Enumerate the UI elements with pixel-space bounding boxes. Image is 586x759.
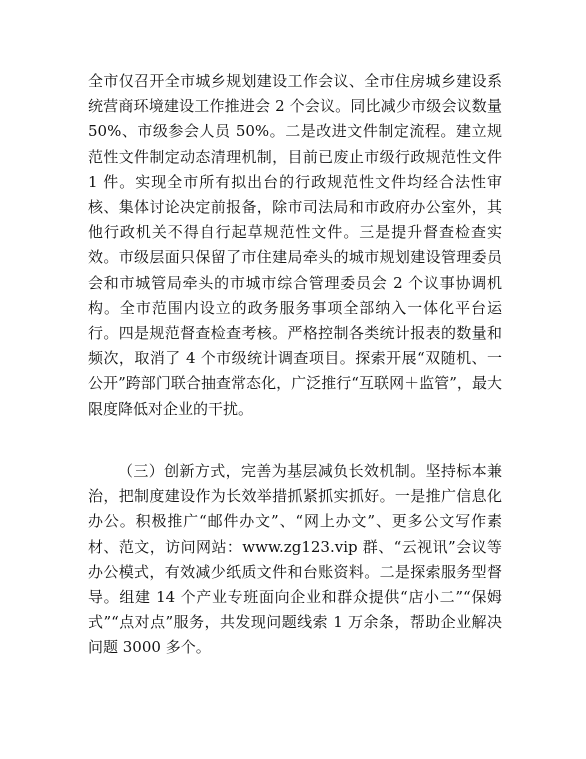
body-paragraph-1: 全市仅召开全市城乡规划建设工作会议、全市住房城乡建设系统营商环境建设工作推进会 2 个会议。同比减少市级会议数量 50%、市级参会人员 50%。二是改进文件制定流程。建立规范性文件制定动态清理机制，目前已废止市级行政规范性文件 1 件。实现全市所有拟出台的行政规范性文件均经合法性审核、集体讨论决定前报备，除市司法局和市政府办公室外，其他行政机关不得自行起草规范性文件。三是提升督查检查实效。市级层面只保留了市住建局牵头的城市规划建设管理委员会和市城管局牵头的市城市综合管理委员会 2 个议事协调机构。全市范围内设立的政务服务事项全部纳入一体化平台运行。四是规范督查检查考核。严格控制各类统计报表的数量和频次，取消了 4 个市级统计调查项目。探索开展“双随机、一公开”跨部门联合抽查常态化，广泛推行“互联网＋监管”，最大限度降低对企业的干扰。 bbox=[88, 72, 502, 418]
body-paragraph-2: （三）创新方式，完善为基层减负长效机制。坚持标本兼治，把制度建设作为长效举措抓紧抓实抓好。一是推广信息化办公。积极推广“邮件办文”、“网上办文”、更多公文写作素材、范文，访问网站：www.zg123.vip 群、“云视讯”会议等办公模式，有效减少纸质文件和台账资料。二是探索服务型督导。组建 14 个产业专班面向企业和群众提供“店小二”“保姆式”“点对点”服务，共发现问题线索 1 万余条，帮助企业解决问题 3000 多个。 bbox=[88, 462, 502, 657]
